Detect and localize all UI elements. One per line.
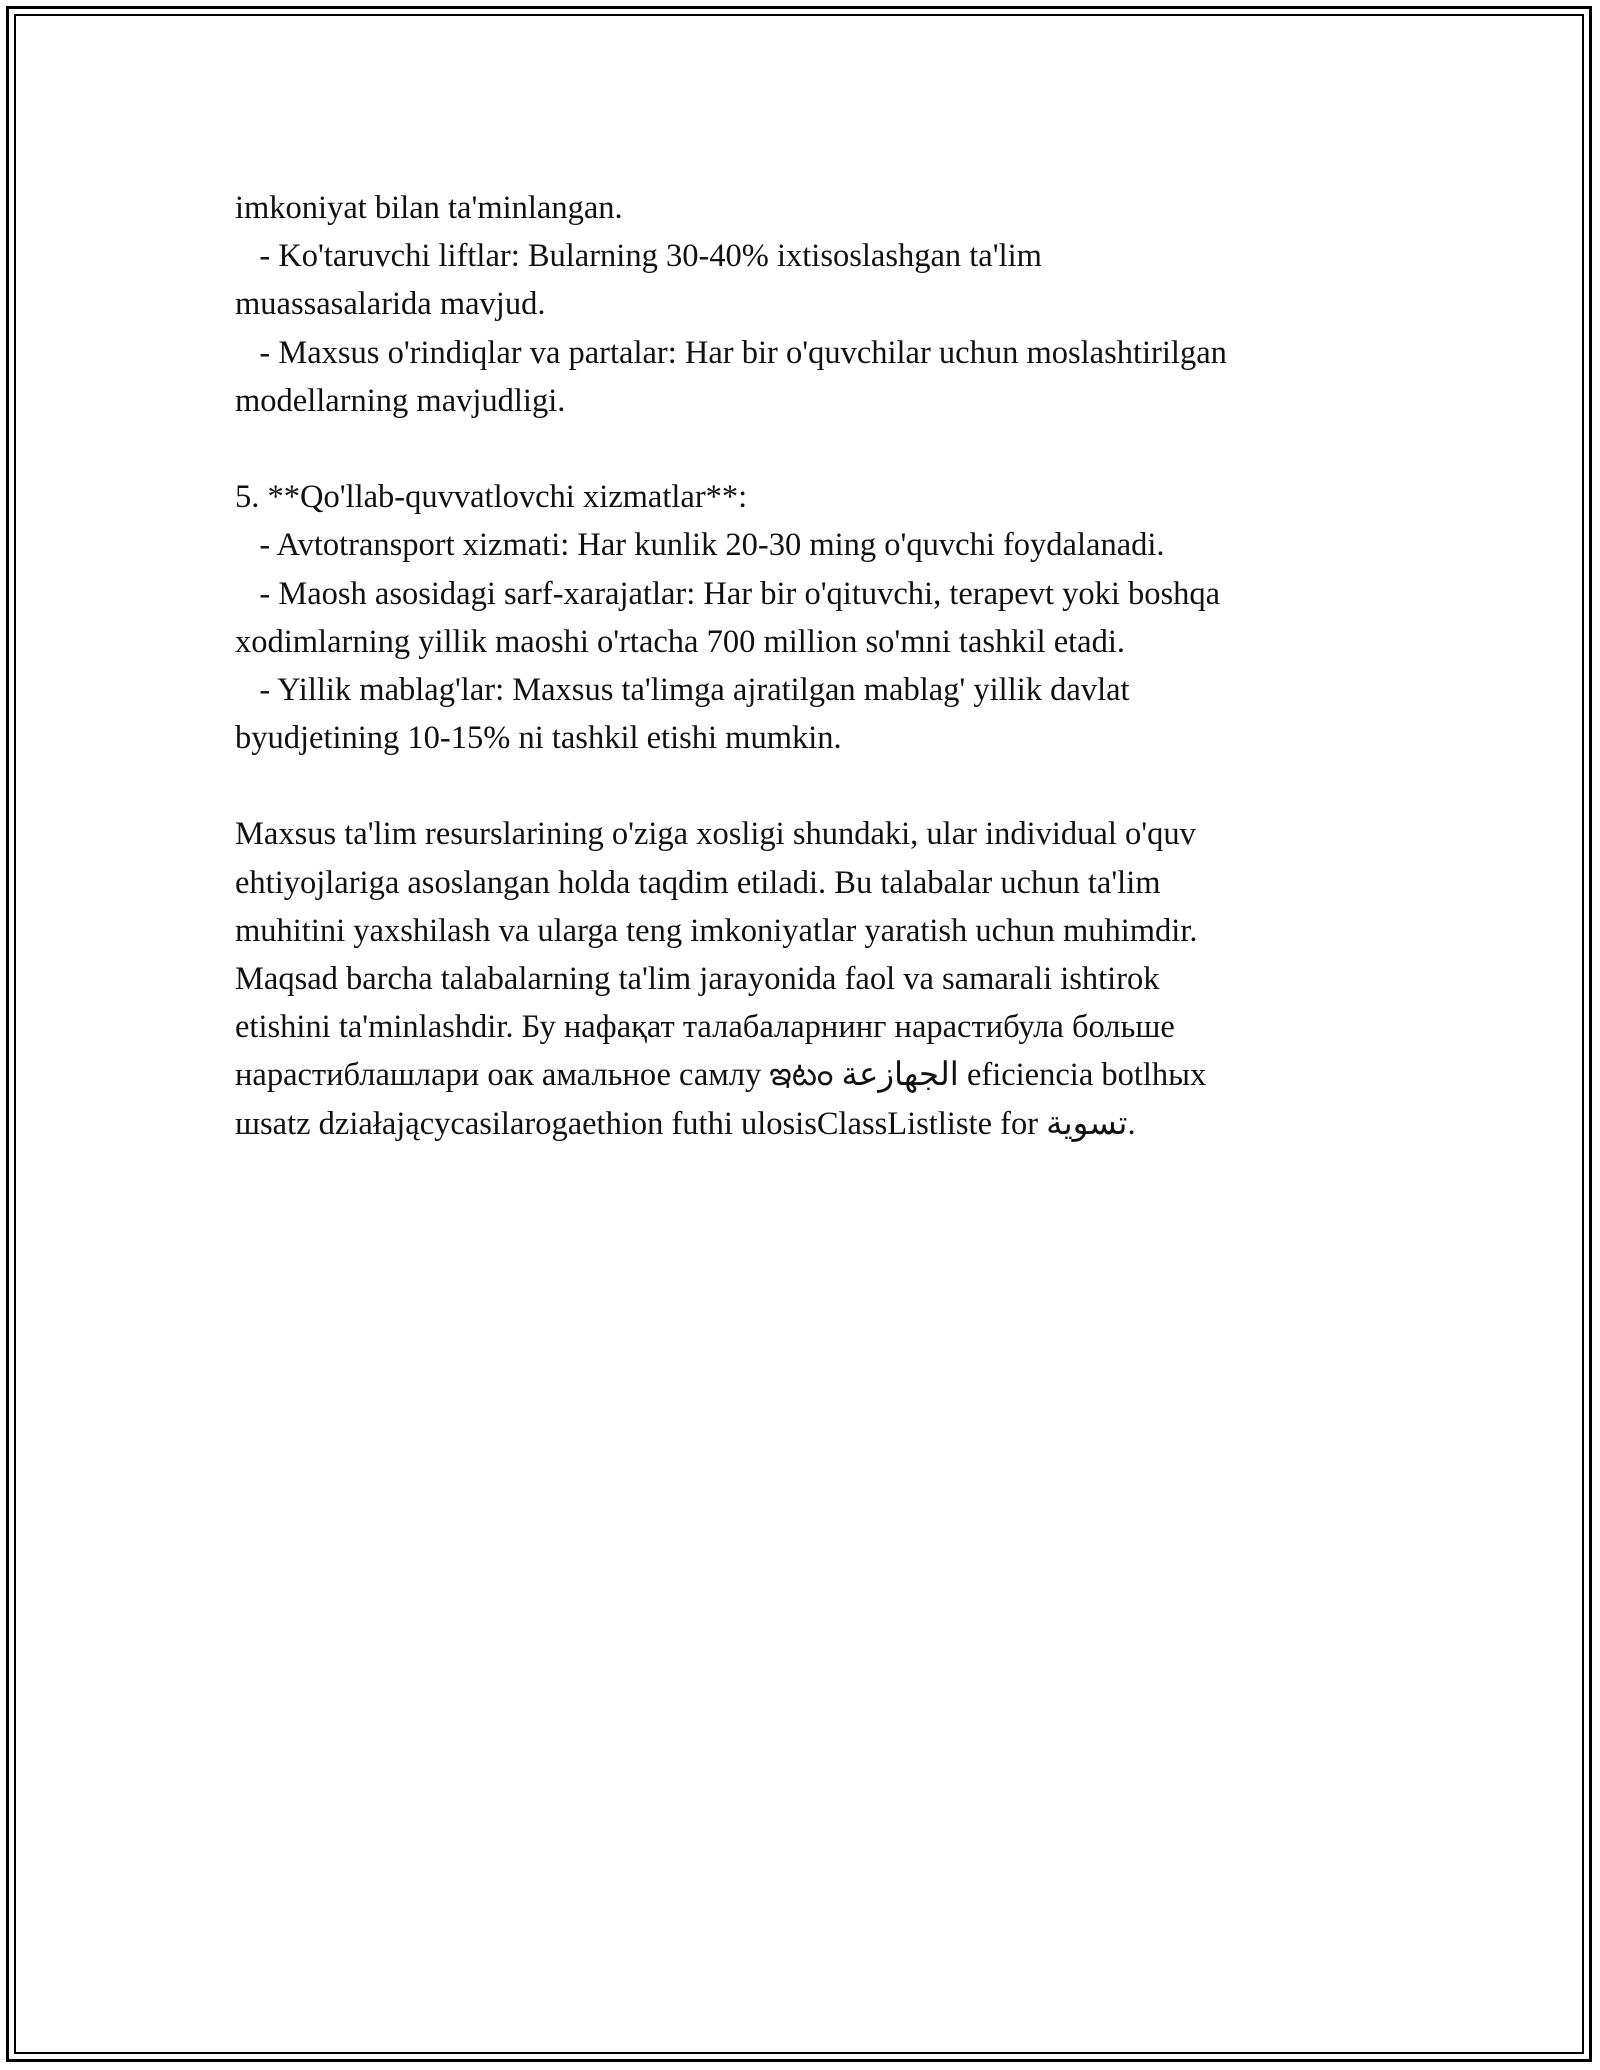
- document-body: [235, 184, 1385, 1148]
- paragraph-line: ehtiyojlariga asoslangan holda taqdim etiladi. Bu talabalar uchun ta'lim: [235, 864, 1161, 901]
- blank-line: [235, 762, 1385, 810]
- paragraph-line: etishini ta'minlashdir. Бу нафақат талабаларнинг нарастибула больше: [235, 1009, 1175, 1046]
- paragraph-line: шsatz działającycasilarogaethion futhi ulosisClassListliste for تسوية.: [235, 1105, 1136, 1142]
- section-heading: 5. **Qo'llab-quvvatlovchi xizmatlar**:: [235, 479, 748, 516]
- list-item-line: - Maxsus o'rindiqlar va partalar: Har bir o'quvchilar uchun moslashtirilgan: [235, 334, 1227, 371]
- text-line: muassasalarida mavjud.: [235, 286, 546, 323]
- paragraph-line: нарастиблашлари оак амальное самлу ఇటం الجهازعة eficiencia botlhых: [235, 1057, 1207, 1094]
- paragraph-line: Maxsus ta'lim resurslarining o'ziga xosligi shundaki, ular individual o'quv: [235, 816, 1196, 853]
- list-item-line: - Yillik mablag'lar: Maxsus ta'limga ajratilgan mablag' yillik davlat: [235, 671, 1130, 708]
- blank-line: [235, 425, 1385, 473]
- text-line: byudjetining 10-15% ni tashkil etishi mumkin.: [235, 720, 842, 757]
- text-line: imkoniyat bilan ta'minlangan.: [235, 190, 623, 226]
- text-line: modellarning mavjudligi.: [235, 382, 566, 419]
- text-line: xodimlarning yillik maoshi o'rtacha 700 million so'mni tashkil etadi.: [235, 623, 1126, 660]
- list-item-line: - Avtotransport xizmati: Har kunlik 20-30 ming o'quvchi foydalanadi.: [235, 527, 1165, 564]
- list-item-line: - Ko'taruvchi liftlar: Bularning 30-40% ixtisoslashgan ta'lim: [235, 238, 1042, 275]
- list-item-line: - Maosh asosidagi sarf-xarajatlar: Har bir o'qituvchi, terapevt yoki boshqa: [235, 575, 1221, 612]
- paragraph-line: muhitini yaxshilash va ularga teng imkoniyatlar yaratish uchun muhimdir.: [235, 912, 1198, 949]
- paragraph-line: Maqsad barcha talabalarning ta'lim jarayonida faol va samarali ishtirok: [235, 961, 1160, 997]
